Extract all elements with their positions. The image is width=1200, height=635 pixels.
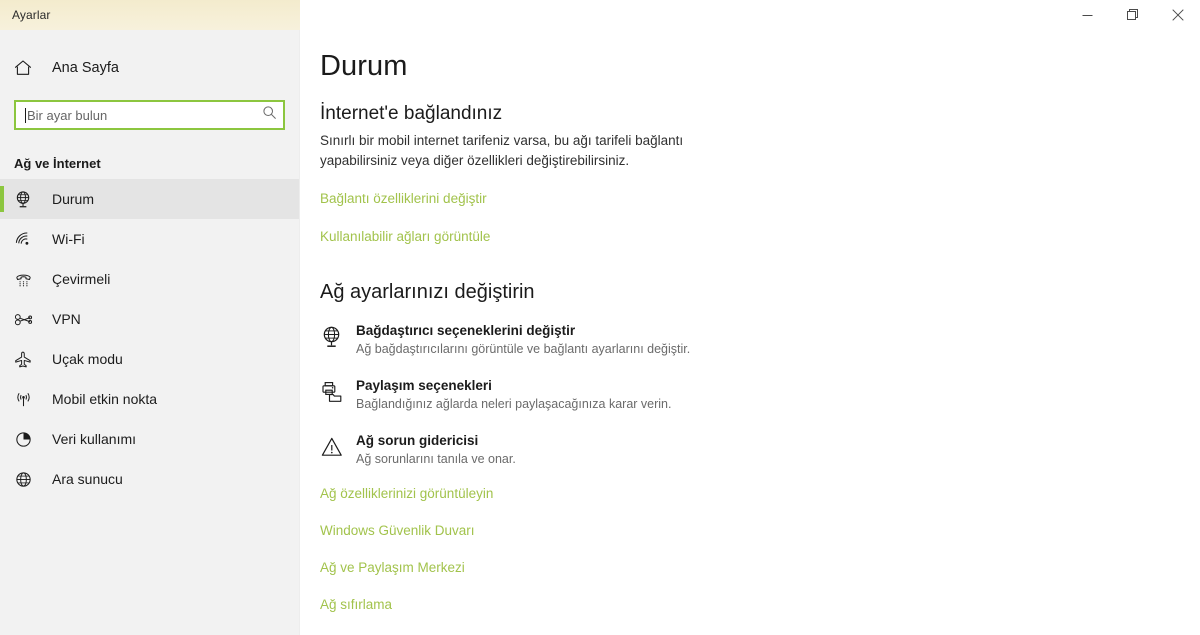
warning-triangle-icon: [320, 432, 356, 459]
network-sharing-center-link[interactable]: Ağ ve Paylaşım Merkezi: [320, 560, 465, 576]
sidebar-item-durum[interactable]: [0, 179, 299, 219]
sidebar-item-label: Çevirmeli: [52, 271, 111, 287]
sidebar-item-mobil-etkin-nokta[interactable]: [0, 379, 299, 419]
sidebar-item-cevirmeli[interactable]: [0, 259, 299, 299]
sidebar-item-label: Wi-Fi: [52, 231, 85, 247]
option-text: [356, 322, 690, 359]
page-title: Durum: [320, 50, 408, 82]
sidebar-item-label: Mobil etkin nokta: [52, 391, 158, 407]
option-subtitle: Bağlandığınız ağlarda neleri paylaşacağınıza karar verin.: [356, 397, 672, 412]
option-sharing-options[interactable]: [320, 377, 1200, 414]
network-reset-link[interactable]: Ağ sıfırlama: [320, 597, 393, 613]
sidebar-home-label: Ana Sayfa: [52, 60, 119, 76]
show-available-networks-link[interactable]: Kullanılabilir ağları görüntüle: [320, 229, 491, 245]
sidebar-item-label: Veri kullanımı: [52, 431, 137, 447]
search-input[interactable]: [14, 100, 285, 130]
change-connection-properties-row: [320, 190, 1200, 208]
globe-icon: [14, 470, 40, 489]
sidebar-item-label: Durum: [52, 191, 95, 207]
show-available-networks-row: [320, 228, 1200, 246]
sidebar-item-label: VPN: [52, 311, 81, 327]
dialup-phone-icon: [14, 270, 40, 289]
window-controls: [300, 0, 1200, 30]
option-title: Bağdaştırıcı seçeneklerini değiştir: [356, 323, 576, 339]
search-placeholder: Bir ayar bulun: [27, 107, 108, 123]
sidebar-nav-list: [0, 179, 299, 499]
sidebar-item-wifi[interactable]: [0, 219, 299, 259]
title-bar: [0, 0, 1200, 30]
globe-monitor-icon: [14, 190, 40, 209]
option-title: Ağ sorun gidericisi: [356, 432, 479, 448]
option-text: [356, 432, 516, 469]
home-icon: [14, 59, 40, 77]
option-subtitle: Ağ sorunlarını tanıla ve onar.: [356, 451, 516, 466]
option-network-troubleshooter[interactable]: [320, 432, 1200, 469]
vpn-key-icon: [14, 310, 40, 329]
globe-monitor-icon: [320, 322, 356, 349]
search-wrap: [14, 100, 285, 130]
restore-button[interactable]: [1110, 0, 1155, 30]
sidebar-item-label: Ara sunucu: [52, 471, 123, 487]
minimize-button[interactable]: [1065, 0, 1110, 30]
network-settings-heading: Ağ ayarlarınızı değiştirin: [320, 281, 535, 304]
title-bar-left: [0, 0, 300, 30]
pie-chart-icon: [14, 430, 40, 449]
hotspot-antenna-icon: [14, 390, 40, 409]
sidebar-item-ucak-modu[interactable]: [0, 339, 299, 379]
option-change-adapter-options[interactable]: [320, 322, 1200, 359]
change-connection-properties-link[interactable]: Bağlantı özelliklerini değiştir: [320, 191, 487, 207]
close-button[interactable]: [1155, 0, 1200, 30]
sidebar-item-home[interactable]: [0, 48, 299, 88]
status-heading: İnternet'e bağlandınız: [320, 103, 503, 124]
option-text: [356, 377, 671, 414]
bottom-links: [320, 486, 1200, 612]
sidebar-item-vpn[interactable]: [0, 299, 299, 339]
status-description: Sınırlı bir mobil internet tarifeniz varsa, bu ağı tarifeli bağlantı yapabilirsiniz veya diğer özellikleri değiştirebilirsiniz.: [320, 133, 684, 168]
wifi-icon: [14, 230, 40, 249]
sidebar-section-title: Ağ ve İnternet: [14, 156, 101, 171]
windows-firewall-link[interactable]: Windows Güvenlik Duvarı: [320, 523, 475, 539]
share-printer-folder-icon: [320, 377, 356, 404]
view-network-properties-link[interactable]: Ağ özelliklerinizi görüntüleyin: [320, 486, 494, 502]
sidebar-item-label: Uçak modu: [52, 351, 123, 367]
sidebar-item-veri-kullanimi[interactable]: [0, 419, 299, 459]
sidebar-item-ara-sunucu[interactable]: [0, 459, 299, 499]
airplane-icon: [14, 350, 40, 369]
search-icon[interactable]: [262, 105, 277, 125]
text-caret: [25, 108, 26, 123]
sidebar: [0, 30, 300, 635]
main-content: [300, 30, 1200, 635]
option-subtitle: Ağ bağdaştırıcılarını görüntüle ve bağlantı ayarlarını değiştir.: [356, 342, 691, 357]
app-title: Ayarlar: [12, 8, 51, 22]
option-title: Paylaşım seçenekleri: [356, 377, 492, 393]
